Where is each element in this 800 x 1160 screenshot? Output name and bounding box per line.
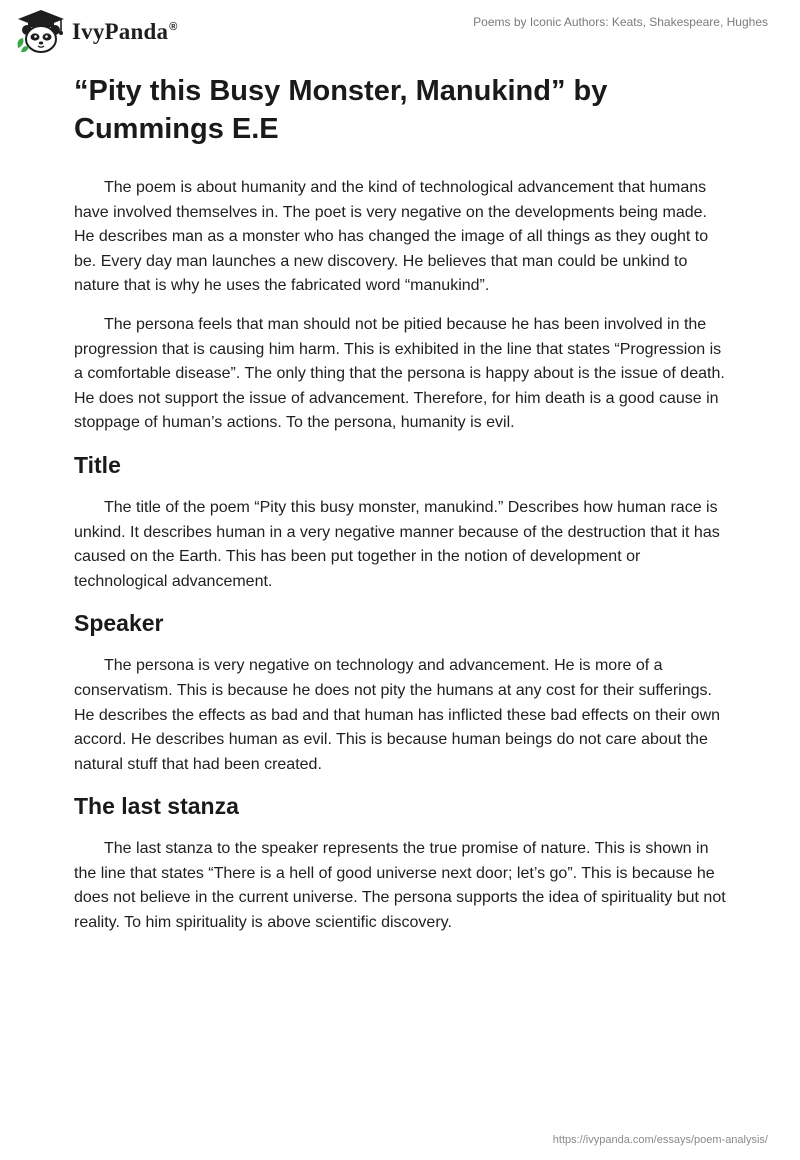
section-paragraph-speaker: The persona is very negative on technology and advancement. He is more of a conservatism. This is because he does not pity the humans at any cost for their sufferings. He describes the effects as bad and that human has inflicted these bad effects on their own accord. He describes human as evil. This is because human beings do not care about the natural stuff that had been created. [74,657,721,773]
intro-paragraph-1: The poem is about humanity and the kind of technological advancement that humans have involved themselves in. The poet is very negative on the developments being made. He describes man as a monster who has changed the image of all things as they ought to be. Every day man launches a new discovery. He believes that man could be unkind to nature that is why he uses the fabricated word “manukind”. [74,179,709,295]
article-body [74,72,730,950]
section-speaker [74,608,730,777]
document-title: Poems by Iconic Authors: Keats, Shakespeare, Hughes [473,15,768,29]
panda-graduate-icon [14,8,68,56]
intro-paragraph-2: The persona feels that man should not be pitied because he has been involved in the progression that is causing him harm. This is exhibited in the line that states “Progression is a comfortable disease”. The only thing that the persona is happy about is the issue of death. He does not support the issue of advancement. Therefore, for him death is a good cause in stoppage of human’s actions. To the persona, humanity is evil. [74,315,725,432]
article-title: “Pity this Busy Monster, Manukind” by Cummings E.E [74,75,608,145]
section-heading-last-stanza: The last stanza [74,793,239,820]
section-heading-title: Title [74,451,121,478]
page-header [0,0,800,60]
section-last-stanza [74,791,730,935]
registered-mark: ® [169,21,178,34]
section-heading-speaker: Speaker [74,610,164,637]
source-url[interactable]: https://ivypanda.com/essays/poem-analysis/ [552,1134,768,1146]
ivypanda-logo[interactable] [14,8,178,56]
logo-wordmark: IvyPanda® [72,19,178,44]
section-paragraph-last-stanza: The last stanza to the speaker represents the true promise of nature. This is shown in the line that states “There is a hell of good universe next door; let’s go”. This is because he does not believe in the current universe. The persona supports the idea of spirituality but not reality. To him spirituality is above scientific discovery. [74,840,726,932]
section-paragraph-title: The title of the poem “Pity this busy monster, manukind.” Describes how human race is unkind. It describes human in a very negative manner because of the destruction that it has caused on the Earth. This has been put together in the notion of development or technological advancement. [74,498,720,590]
section-title [74,450,730,594]
